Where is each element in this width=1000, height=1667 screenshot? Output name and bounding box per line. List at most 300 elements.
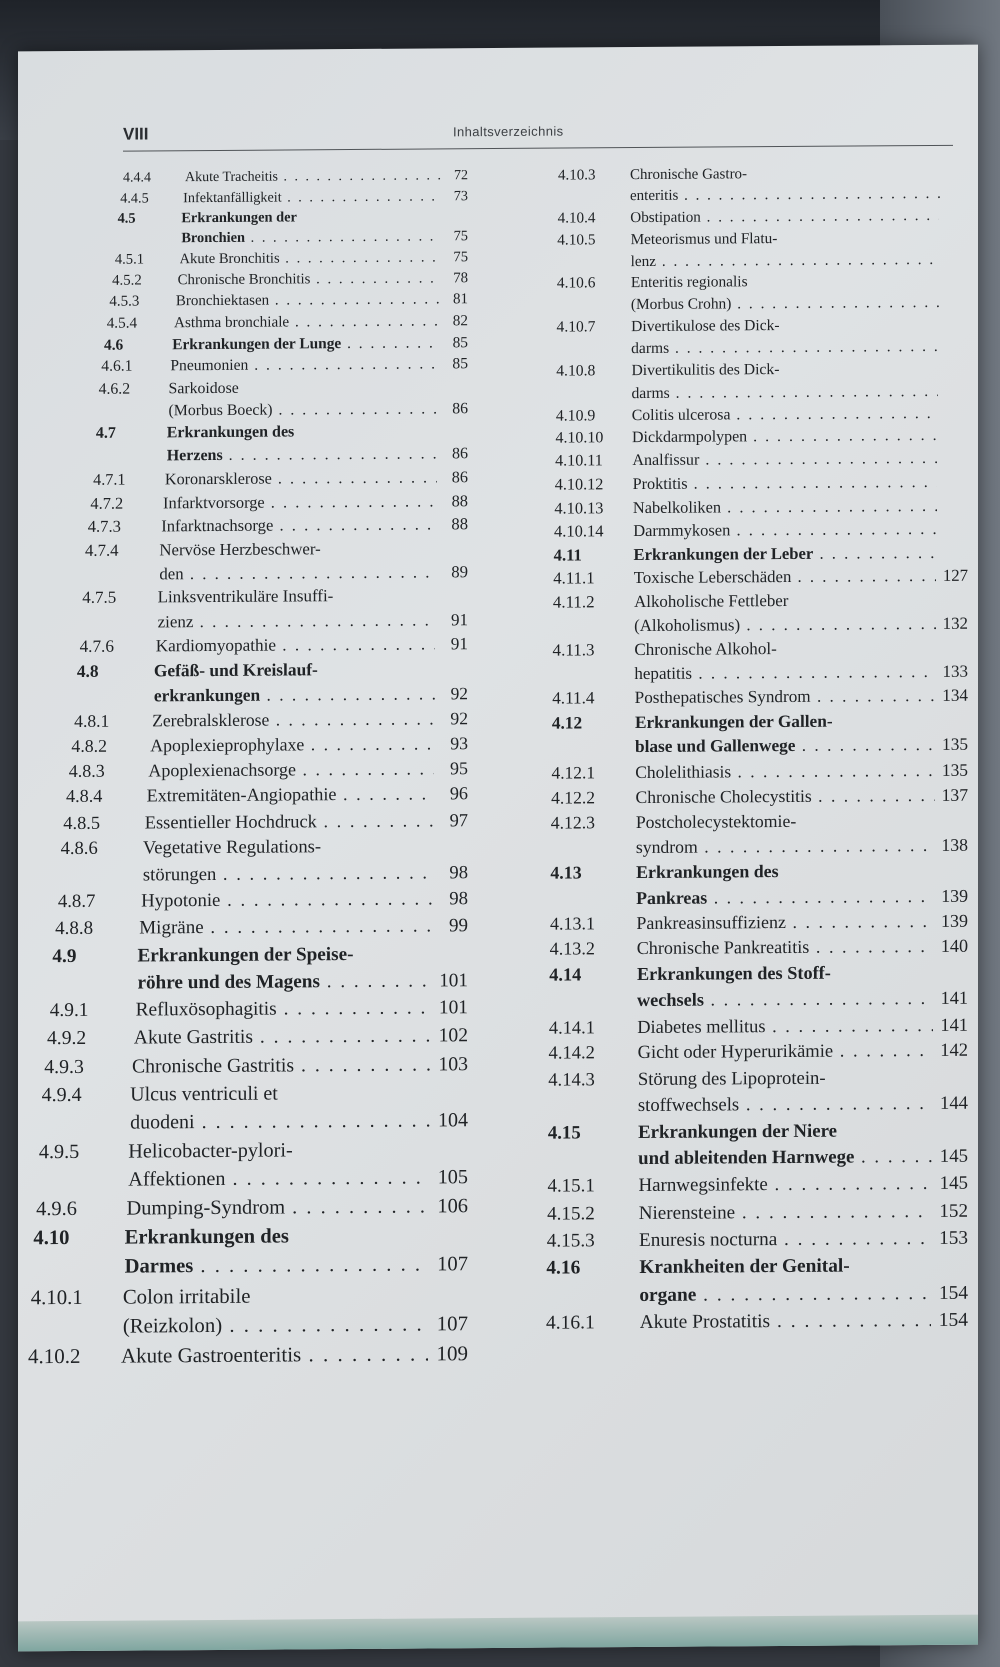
toc-entry-line [547,1225,968,1255]
toc-entry-title: Nierensteine . . . [639,1198,932,1227]
toc-entry-page: 138 [941,834,968,855]
toc-entry-number: 4.8.2 [71,735,107,756]
toc-entry-line [123,166,468,188]
toc-entry-line [550,909,968,937]
toc-entry-title: Enteritis regionalis [630,273,748,292]
toc-entry-page: 101 [438,997,468,1019]
toc-entry-page: 107 [437,1253,468,1276]
toc-entry-title: Chronische Bronchitis . . . [178,268,440,291]
toc-entry-line [101,354,468,379]
toc-entry-title: duodeni . . . [130,1107,430,1137]
toc-entry-line [71,731,468,759]
toc-entry-number: 4.8.5 [63,813,101,834]
toc-entry-line [553,612,968,639]
toc-entry-title: Affektionen . . . [128,1164,429,1195]
toc-entry-line [558,184,968,208]
toc-entry-title: Koronarsklerose . . . [165,466,437,491]
toc-entry-line [548,1091,968,1120]
toc-entry-line [550,858,968,886]
toc-entry-page: 106 [437,1195,468,1218]
toc-entry-title: Analfissur . . . [632,448,937,473]
toc-left-column [28,166,473,1368]
toc-entry-line [104,332,468,356]
toc-entry-title: blase und Gallenwege . . . [635,733,935,760]
toc-entry-number: 4.10.6 [556,274,596,293]
toc-entry-line [50,995,468,1025]
toc-entry-title: hepatitis . . . [634,660,935,686]
page-header [123,115,953,152]
toc-entry-title: Alkoholische Fettleber [634,590,789,612]
toc-entry-line [52,940,468,970]
toc-entry-title: Pankreasinsuffizienz . . . [636,909,933,937]
toc-entry-page: 78 [453,269,468,286]
toc-entry-page: 137 [941,784,968,805]
toc-entry-line [548,1117,968,1147]
toc-entry-number: 4.16 [546,1257,581,1280]
toc-entry-page: 92 [450,707,468,728]
toc-entry-page: 93 [450,732,468,753]
toc-entry-page: 135 [942,735,968,755]
toc-entry-line [550,883,968,911]
toc-entry-title: syndrom . . . [636,833,935,860]
toc-entry-number: 4.8.6 [60,838,98,860]
toc-entry-title: Akute Gastroenteritis . . . [121,1339,428,1371]
toc-entry-number: 4.15.1 [547,1175,595,1197]
toc-entry-title: Colitis ulcerosa . . . [632,403,938,428]
toc-entry-line [112,268,468,291]
toc-entry-title: stoffwechsels . . . [638,1091,933,1120]
toc-entry-line [31,1280,468,1313]
toc-entry-title: Dumping-Syndrom . . . [126,1193,429,1224]
toc-entry-title: Infarktvorsorge . . . [163,489,437,514]
toc-entry-line [99,398,468,423]
toc-entry-number: 4.11.4 [552,688,595,709]
toc-entry-title: Obstipation . . . [630,205,939,229]
toc-entry-page: 88 [451,514,468,534]
toc-entry-number: 4.8.1 [74,710,110,731]
toc-right-column [546,163,978,1335]
toc-entry-title: Asthma bronchiale . . . [174,310,439,333]
toc-entry-number: 4.10.3 [558,167,596,184]
toc-entry-line [549,1038,968,1067]
toc-entry-line [63,807,468,836]
toc-entry-number: 4.7.6 [79,636,114,656]
toc-entry-number: 4.5 [117,210,136,227]
toc-entry-page: 153 [939,1227,968,1250]
toc-entry-line [557,336,968,361]
toc-entry-line [557,292,968,317]
toc-entry-page: 127 [942,565,968,586]
toc-entry-page: 81 [452,290,468,308]
toc-entry-number: 4.14.1 [548,1017,595,1038]
toc-entry-title: Linksventrikuläre Insuffi- [157,586,334,607]
toc-entry-line [553,588,968,615]
toc-entry-line [66,782,468,811]
toc-entry-line [58,886,468,916]
toc-entry-line [555,471,968,497]
toc-entry-title: Nervöse Herzbeschwer- [159,538,321,560]
toc-entry-page: 98 [449,888,468,910]
toc-entry-title: Apoplexieprophylaxe . . . [150,731,434,758]
toc-entry-page: 89 [451,561,468,581]
toc-entry-number: 4.9.4 [41,1083,82,1107]
toc-entry-number: 4.15.2 [547,1203,595,1225]
toc-entry-number: 4.9.6 [36,1198,77,1221]
toc-entry-line [85,536,468,563]
toc-entry-line [558,205,968,229]
toc-entry-line [61,860,468,889]
toc-entry-page: 73 [453,188,468,205]
toc-entry-page: 95 [449,758,468,779]
toc-entry-number: 4.10.7 [556,318,596,336]
toc-entry-page: 103 [438,1053,468,1076]
toc-entry-number: 4.7.5 [82,588,117,608]
toc-entry-page: 154 [938,1282,968,1304]
toc-entry-line [80,632,468,659]
toc-entry-number: 4.15 [547,1122,581,1144]
toc-entry-title: und ableitenden Harnwege . . . [638,1144,932,1173]
toc-entry-title: Chronische Pankreatitis . . . [637,934,934,962]
toc-entry-number: 4.6.2 [98,380,131,398]
toc-entry-number: 4.7.4 [85,540,119,560]
toc-entry-line [548,1064,968,1093]
toc-entry-page: 145 [939,1172,968,1194]
toc-entry-number: 4.12 [551,713,583,733]
toc-entry-title: Erkrankungen der Niere [638,1120,837,1143]
toc-entry-number: 4.7.1 [93,470,126,489]
toc-entry-title: röhre und des Magens . . . [137,968,431,997]
toc-entry-line [547,1198,968,1228]
toc-entry-line [55,913,468,943]
toc-entry-line [109,289,468,313]
toc-entry-page: 91 [450,633,468,654]
toc-entry-line [555,425,968,451]
toc-entry-number: 4.11 [553,544,582,565]
toc-entry-title: störungen . . . [143,860,433,888]
toc-entry-line [551,758,968,786]
toc-entry-number: 4.7.3 [87,516,121,537]
toc-entry-title: Gicht oder Hyperurikämie . . . [638,1038,933,1066]
toc-entry-number: 4.5.1 [114,251,145,268]
toc-entry-number: 4.4.5 [120,190,149,207]
toc-entry-number: 4.10.2 [28,1343,81,1368]
toc-entry-number: 4.16.1 [546,1312,595,1335]
page-bottom-edge [18,1615,978,1652]
toc-entry-number: 4.14 [549,964,582,985]
toc-entry-page: 85 [452,355,468,373]
toc-entry-title: (Morbus Crohn) . . . [631,292,939,316]
toc-entry-title: Erkrankungen der Lunge . . . [172,332,439,356]
toc-entry-line [33,1251,468,1283]
toc-entry-page: 91 [450,609,468,629]
toc-entry-line [61,834,468,863]
toc-entry-title: Störung des Lipoprotein- [637,1067,826,1090]
toc-entry-title: darms . . . [631,381,938,405]
toc-entry-title: Erkrankungen der [181,209,297,227]
toc-entry-line [85,560,468,587]
toc-entry-line [549,1012,968,1041]
toc-entry-line [548,1144,968,1174]
toc-entry-title: Ulcus ventriculi et [130,1082,278,1106]
toc-entry-page: 102 [438,1025,468,1047]
toc-entry-title: Cholelithiasis . . . [635,758,935,785]
toc-entry-page: 107 [436,1312,468,1336]
toc-entry-page: 154 [938,1310,968,1332]
toc-entry-title: Dickdarmpolypen . . . [632,425,938,450]
toc-entry-line [549,960,968,989]
toc-entry-title: Erkrankungen des [636,861,779,883]
toc-entry-title: enteritis . . . [630,184,940,207]
toc-entry-number: 4.14.3 [548,1068,595,1091]
toc-entry-title: Vegetative Regulations- [142,836,322,859]
toc-entry-page: 132 [942,613,968,633]
toc-entry-line [554,540,968,567]
toc-entry-title: Darmmykosen . . . [633,517,936,543]
toc-entry-number: 4.10.8 [556,362,596,380]
toc-entry-number: 4.8.8 [55,917,94,939]
toc-entry-title: Erkrankungen der Speise- [137,943,354,967]
toc-entry-title: Meteorismus und Flatu- [630,230,778,249]
toc-entry-number: 4.9.3 [44,1055,84,1078]
toc-entry-title: Gefäß- und Kreislauf- [153,659,318,681]
toc-entry-title: (Morbus Boeck) . . . [169,398,438,422]
toc-entry-line [120,186,468,209]
toc-entry-line [552,709,968,736]
toc-entry-line [115,247,468,270]
toc-entry-title: Chronische Cholecystitis . . . [636,783,935,810]
toc-entry-line [556,358,968,383]
toc-entry-page: 134 [942,686,968,706]
toc-entry-line [546,1252,968,1282]
toc-entry-title: Chronische Alkohol- [634,639,777,660]
toc-entry-page: 96 [449,783,468,804]
toc-entry-page: 141 [940,987,968,1009]
toc-entry-number: 4.10 [33,1227,70,1250]
toc-entry-title: Extremitäten-Angiopathie . . . [147,782,434,810]
toc-entry-number: 4.9.1 [49,1000,89,1022]
toc-entry-line [42,1078,468,1109]
toc-entry-line [88,512,468,538]
toc-entry-page: 104 [437,1109,468,1132]
toc-entry-title: Apoplexienachsorge . . . [148,756,433,784]
toc-entry-title: Proktitis . . . [633,471,938,496]
toc-entry-title: Posthepatisches Syndrom . . . [635,684,936,710]
toc-entry-title: zienz . . . [158,608,436,634]
toc-entry-number: 4.8.4 [66,786,103,807]
toc-entry-line [31,1309,468,1342]
running-title: Inhaltsverzeichnis [453,123,564,140]
toc-entry-title: Akute Prostatitis . . . [640,1307,931,1337]
toc-entry-number: 4.7.2 [90,493,124,513]
toc-entry-title: Divertikulitis des Dick- [631,361,780,380]
toc-entry-line [96,421,468,446]
toc-entry-line [77,681,468,708]
toc-entry-number: 4.11.2 [552,592,595,612]
toc-entry-line [553,660,968,687]
toc-entry-line [551,783,968,811]
toc-entry-number: 4.11.3 [552,640,595,660]
toc-entry-line [549,986,968,1015]
toc-entry-title: Pneumonien . . . [170,354,438,378]
toc-entry-title: Helicobacter-pylori- [128,1139,293,1163]
toc-entry-page: 86 [451,445,468,463]
toc-entry-title: Erkrankungen des [166,423,295,442]
toc-entry-line [557,314,968,339]
toc-entry-title: Diabetes mellitus . . . [637,1012,933,1040]
toc-entry-number: 4.9.5 [38,1140,80,1163]
toc-entry-line [82,584,468,611]
toc-entry-title: Chronische Gastro- [630,166,748,184]
toc-entry-number: 4.14.2 [548,1042,595,1064]
toc-entry-line [553,636,968,663]
toc-entry-title: organe . . . [639,1280,931,1310]
toc-entry-number: 4.10.11 [555,452,603,470]
toc-entry-page: 133 [942,661,968,682]
toc-entry-number: 4.10.13 [554,498,604,518]
toc-entry-line [118,206,468,229]
toc-entry-page: 140 [940,936,968,957]
toc-entry-line [96,443,468,468]
toc-entry-title: darms . . . [631,336,938,360]
toc-entry-title: Erkrankungen der Leber . . . [633,541,936,567]
toc-entry-page: 97 [449,810,468,831]
toc-entry-number: 4.5.3 [109,293,140,310]
toc-entry-number: 4.12.1 [551,762,596,783]
toc-entry-number: 4.8.7 [57,891,96,913]
toc-entry-title: wechsels . . . [637,986,933,1014]
toc-entry-number: 4.10.10 [555,429,604,447]
toc-entry-number: 4.10.9 [555,407,596,425]
toc-entry-number: 4.6.1 [101,357,133,376]
toc-entry-number: 4.15.3 [546,1230,595,1252]
page-number: VIII [123,124,149,144]
toc-entry-title: Enuresis nocturna . . . [639,1225,931,1254]
toc-entry-line [74,706,468,734]
toc-entry-page: 109 [436,1340,468,1366]
toc-entry-title: Kardiomyopathie . . . [156,632,436,658]
toc-entry-page: 92 [450,683,468,704]
toc-entry-line [82,608,468,635]
toc-entry-number: 4.6 [104,336,124,354]
toc-entry-page: 144 [939,1092,968,1114]
toc-entry-page: 139 [941,885,968,906]
toc-entry-title: Postcholecystektomie- [635,810,797,832]
toc-entry-title: Sarkoidose [168,379,239,397]
toc-entry-title: lenz . . . [631,249,939,273]
toc-entry-title: Krankheiten der Genital- [639,1255,850,1279]
toc-entry-number: 4.4.4 [123,170,151,186]
toc-entry-line [553,564,968,591]
toc-entry-title: Erkrankungen der Gallen- [634,711,833,732]
toc-entry-page: 72 [454,168,468,184]
toc-entry-page: 145 [939,1146,968,1168]
toc-entry-number: 4.12.2 [551,787,596,808]
toc-entry-title: Bronchiektasen . . . [176,289,440,312]
toc-entry-page: 82 [452,312,468,330]
toc-entry-line [90,489,468,515]
toc-entry-line [69,756,468,784]
toc-entry-number: 4.8.3 [68,760,105,781]
toc-entry-line [552,684,968,711]
toc-entry-page: 75 [453,249,468,266]
toc-entry-number: 4.10.5 [557,231,596,249]
toc-entry-page: 135 [941,759,968,780]
toc-entry-line [118,227,468,250]
toc-entry-page: 98 [449,862,468,884]
toc-entry-page: 86 [452,400,468,418]
toc-entry-title: Akute Bronchitis . . . [180,247,441,270]
toc-entry-line [547,1171,968,1201]
toc-entry-line [42,1107,468,1138]
toc-entry-title: Migräne . . . [139,913,432,942]
toc-entry-line [52,967,468,997]
toc-entry-title: Refluxösophagitis . . . [136,995,432,1025]
book-page [18,45,978,1652]
toc-entry-line [556,403,968,428]
toc-entry-number: 4.13.1 [550,913,595,934]
toc-entry-line [554,517,968,543]
toc-entry-number: 4.11.1 [553,568,595,588]
toc-entry-line [557,227,968,252]
toc-entry-line [99,376,468,401]
toc-entry-page: 142 [940,1039,968,1062]
toc-entry-title: Essentieller Hochdruck . . . [145,808,433,836]
toc-entry-number: 4.13.2 [549,938,595,960]
toc-entry-title: Akute Gastritis . . . [134,1022,431,1052]
toc-entry-line [557,248,968,273]
toc-entry-title: Toxische Leberschäden . . . [634,564,936,590]
toc-entry-number: 4.7 [95,425,116,443]
toc-entry-line [36,1192,468,1224]
toc-entry-line [33,1221,468,1253]
toc-entry-line [556,380,968,405]
toc-entry-number: 4.5.4 [106,314,138,332]
toc-entry-page: 85 [452,333,468,351]
toc-entry-title: Erkrankungen des [124,1225,289,1249]
toc-entry-line [557,270,968,295]
toc-entry-line [552,733,968,760]
toc-entry-title: den . . . [159,560,436,586]
toc-entry-page: 105 [437,1166,468,1189]
toc-entry-title: (Reizkolon) . . . [123,1310,429,1342]
toc-entry-page: 86 [451,468,468,487]
toc-entry-page: 99 [448,915,468,937]
toc-entry-title: Zerebralsklerose . . . [152,706,434,733]
toc-entry-line [551,833,968,861]
toc-entry-line [93,466,468,492]
toc-entry-number: 4.10.12 [554,475,604,494]
toc-entry-title: Divertikulose des Dick- [631,317,780,336]
toc-entry-title: Infektanfälligkeit . . . [183,186,441,208]
toc-entry-number: 4.10.4 [557,209,596,227]
toc-entry-line [555,448,968,474]
toc-entry-title: Erkrankungen des Stoff- [636,962,831,985]
toc-entry-number: 4.9 [52,945,77,967]
toc-entry-number: 4.12.3 [550,812,596,833]
toc-entry-number: 4.10.14 [554,521,604,541]
toc-entry-title: Pankreas . . . [636,883,934,910]
toc-entry-title: erkrankungen . . . [154,681,435,708]
toc-entry-page: 75 [453,228,468,245]
toc-entry-title: (Alkoholismus) . . . [634,612,936,638]
toc-entry-title: Harnwegsinfekte . . . [638,1171,932,1200]
toc-entry-title: Chronische Gastritis . . . [132,1050,430,1080]
toc-entry-page: 152 [939,1200,968,1222]
toc-entry-line [554,494,968,520]
toc-entry-line [28,1339,468,1372]
toc-entry-title: Herzens . . . [167,444,438,469]
toc-entry-line [546,1280,968,1310]
